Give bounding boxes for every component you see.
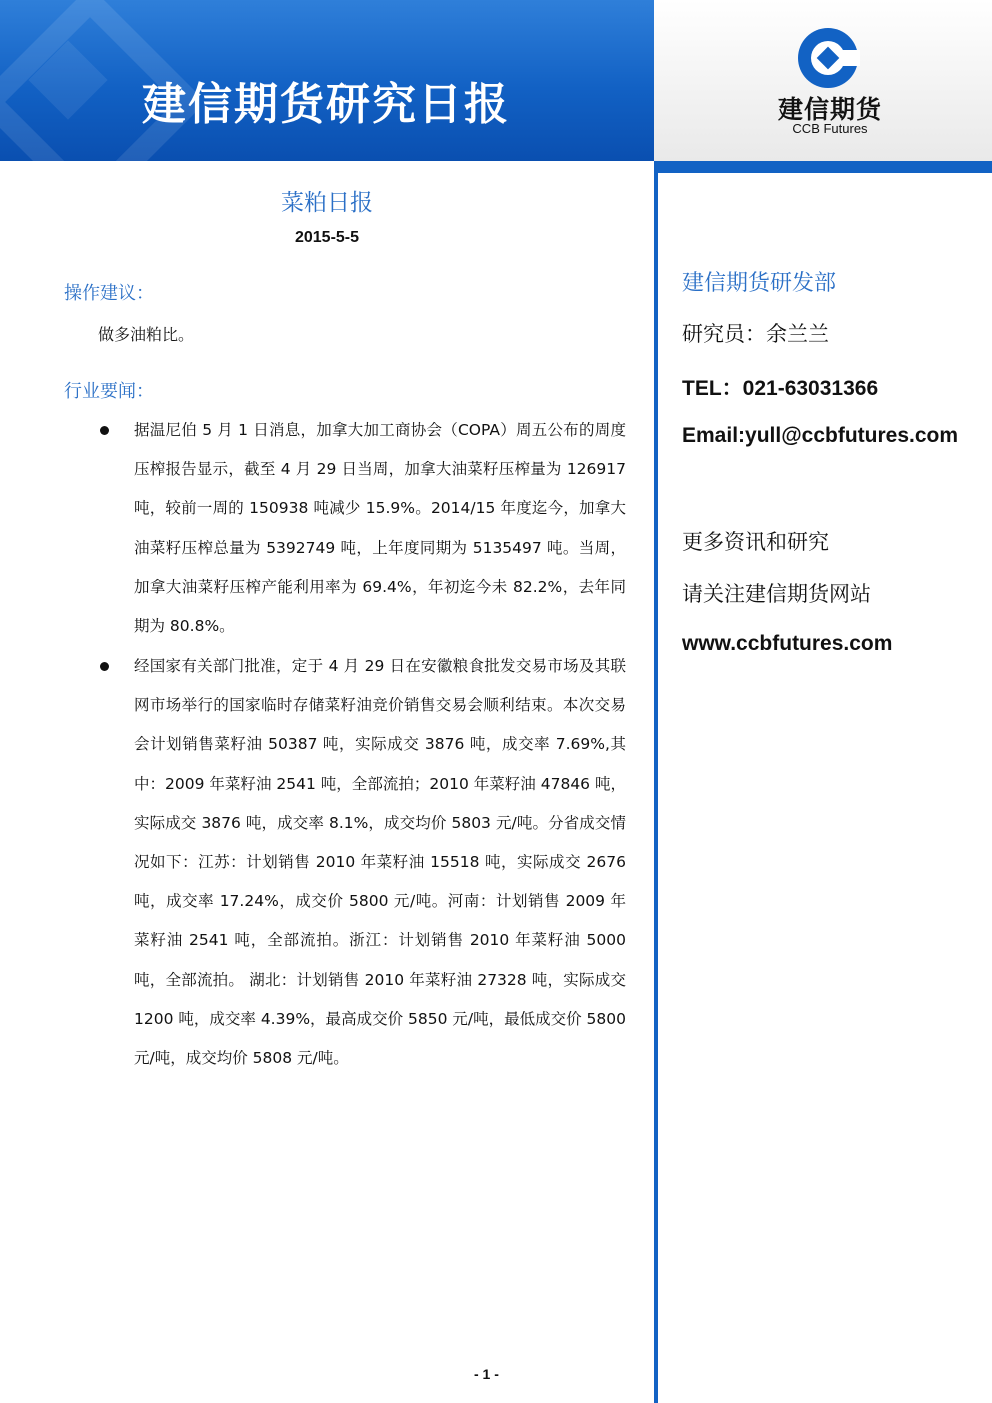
advice-text: 做多油粕比。 xyxy=(98,325,195,344)
bullet-icon xyxy=(100,426,109,435)
report-date: 2015-5-5 xyxy=(294,229,360,246)
report-title: 菜粕日报 xyxy=(281,190,373,216)
news-text: 经国家有关部门批准，定于 4 月 29 日在安徽粮食批发交易市场及其联网市场举行的国家临时存储菜籽油竞价销售交易会顺利结束。本次交易会计划销售菜籽油 50387 吨，实际成交 3876 吨，成交率 7.69%,其中：2009 年菜籽油 2541 吨，全部流拍；2010 年菜籽油 47846 吨，实际成交 3876 吨，成交率 8.1%，成交均价 5803 元/吨。分省成交情况如下：江苏：计划销售 2010 年菜籽油 15518 吨，实际成交 2676 吨，成交率 17.24%，成交价 5800 元/吨。河南：计划销售 2009 年菜籽油 2541 吨，全部流拍。浙江：计划销售 2010 年菜籽油 5000 吨，全部流拍。 湖北：计划销售 2010 年菜籽油 27328 吨，实际成交 1200 吨，成交率 4.39%，最高成交价 5850 元/吨，最低成交价 5800 元/吨，成交均价 5808 元/吨。 xyxy=(134,657,626,1068)
sidebar-more-2: 请关注建信期货网站 xyxy=(682,582,871,606)
bullet-icon xyxy=(100,662,109,671)
sidebar-more-1: 更多资讯和研究 xyxy=(682,530,829,554)
sidebar-tel: TEL：021-63031366 xyxy=(682,377,879,400)
logo-text-en: CCB Futures xyxy=(792,121,868,136)
header-banner xyxy=(0,0,654,161)
page-number: - 1 - xyxy=(474,1366,499,1382)
news-text: 据温尼伯 5 月 1 日消息，加拿大加工商协会（COPA）周五公布的周度压榨报告显示，截至 4 月 29 日当周，加拿大油菜籽压榨量为 126917 吨，较前一周的 150938 吨减少 15.9%。2014/15 年度迄今，加拿大油菜籽压榨总量为 5392749 吨，上年度同期为 5135497 吨。当周，加拿大油菜籽压榨产能利用率为 69.4%，年初迄今未 82.2%，去年同期为 80.8%。 xyxy=(134,421,626,636)
sidebar-website[interactable]: www.ccbfutures.com xyxy=(682,632,893,655)
ccb-logo-icon xyxy=(796,26,860,90)
sidebar-left-rule xyxy=(654,161,658,1403)
sidebar-top-rule xyxy=(654,161,992,173)
banner-title: 建信期货研究日报 xyxy=(142,79,510,130)
sidebar-email[interactable]: Email:yull@ccbfutures.com xyxy=(682,424,959,447)
sidebar-dept: 建信期货研发部 xyxy=(682,271,837,296)
news-heading: 行业要闻： xyxy=(64,381,154,402)
sidebar-researcher: 研究员：余兰兰 xyxy=(682,322,829,346)
logo-text-cn: 建信期货 xyxy=(777,95,882,124)
advice-heading: 操作建议： xyxy=(64,283,154,304)
